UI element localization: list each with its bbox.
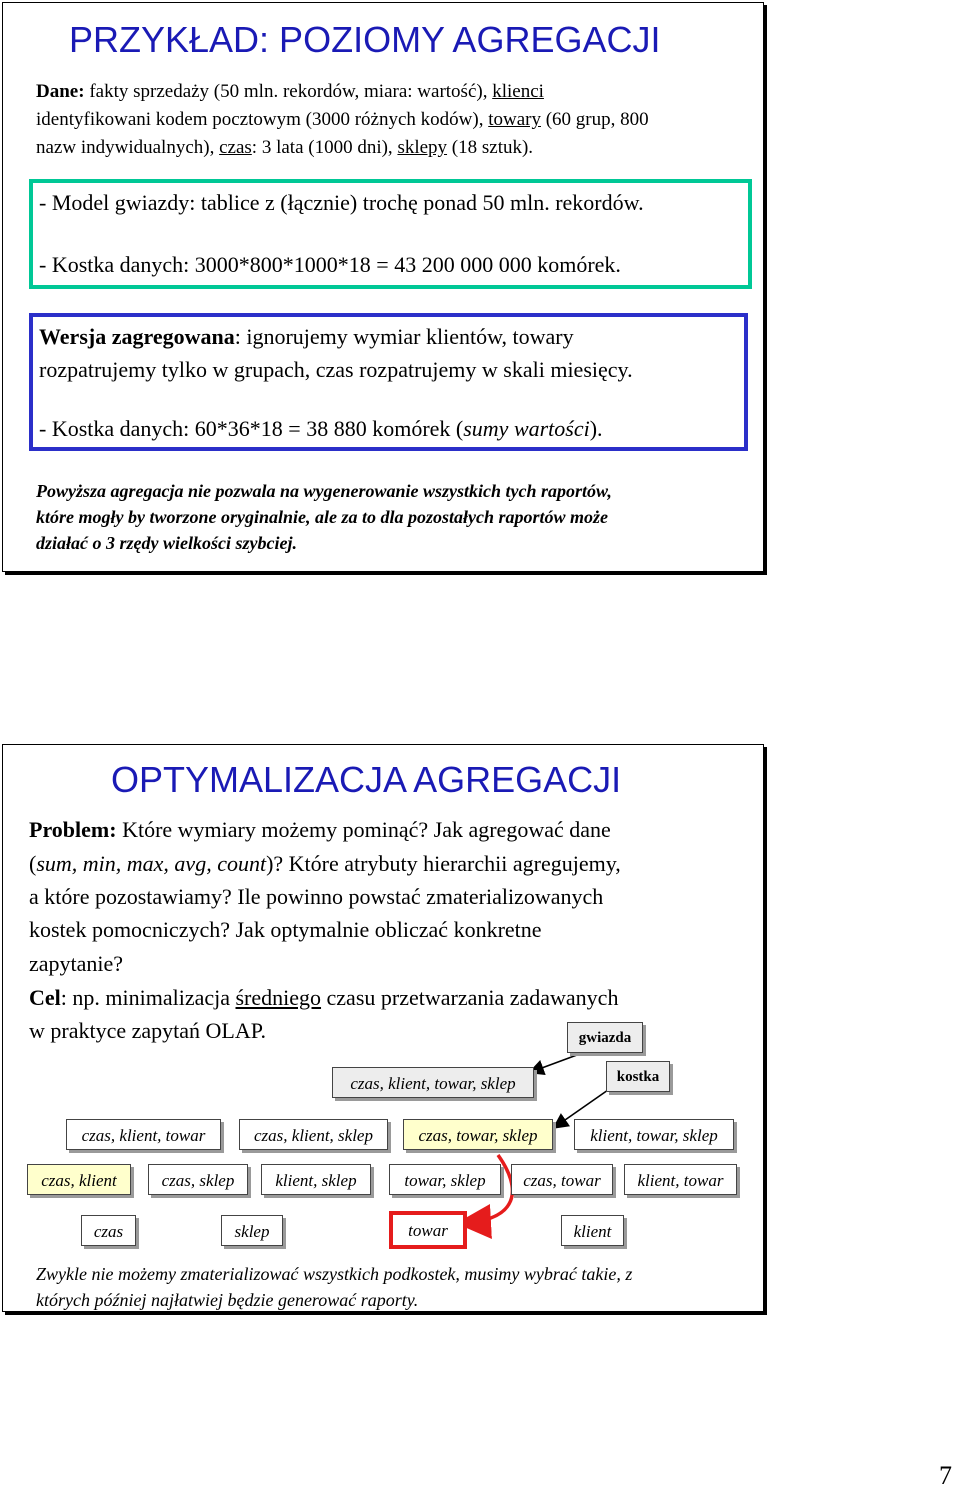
wersja-text: : ignorujemy wymiar klientów, towary <box>234 324 574 349</box>
slide-title: PRZYKŁAD: POZIOMY AGREGACJI <box>69 19 661 60</box>
lattice-klient-sklep: klient, sklep <box>261 1164 371 1195</box>
kostka2-text: ). <box>589 416 603 441</box>
lattice-klient-towar: klient, towar <box>624 1164 737 1195</box>
slide-poziomy-agregacji <box>2 2 764 572</box>
problem-text: )? Które atrybuty hierarchii agregujemy, <box>266 851 621 876</box>
wersja-line-1 <box>39 324 574 350</box>
lattice-czas-klient-towar: czas, klient, towar <box>66 1119 221 1150</box>
cel-text: czasu przetwarzania zadawanych <box>321 985 619 1010</box>
lattice-czas-klient-sklep: czas, klient, sklep <box>239 1119 388 1150</box>
lattice-czas: czas <box>81 1215 136 1246</box>
dane-line-3 <box>36 137 533 159</box>
dane-line-1 <box>36 81 544 103</box>
lattice-czas-sklep: czas, sklep <box>148 1164 248 1195</box>
kostka-aggregated-text <box>39 416 603 442</box>
problem-line-4: kostek pomocniczych? Jak optymalnie obliczać konkretne <box>29 917 542 942</box>
slide-optymalizacja-agregacji <box>2 744 764 1312</box>
dane-text: (18 sztuk). <box>447 137 534 158</box>
sklepy-link: sklepy <box>397 137 448 158</box>
lattice-czas-towar-sklep: czas, towar, sklep <box>403 1119 553 1150</box>
kostka-node: kostka <box>606 1061 670 1092</box>
page-number: 7 <box>939 1461 952 1490</box>
problem-line-3: a które pozostawiamy? Ile powinno powstać zmaterializowanych <box>29 884 604 909</box>
note-line-2: które mogły by tworzone oryginalnie, ale za to dla pozostałych raportów może <box>36 507 609 527</box>
lattice-klient-towar-sklep: klient, towar, sklep <box>574 1119 734 1150</box>
problem-label: Problem: <box>29 817 117 842</box>
kostka2-text: - Kostka danych: 60*36*18 = 38 880 komórek ( <box>39 416 464 441</box>
model-gwiazdy-text: - Model gwiazdy: tablice z (łącznie) trochę ponad 50 mln. rekordów. <box>39 190 644 215</box>
kostka-full-text: - Kostka danych: 3000*800*1000*18 = 43 200 000 000 komórek. <box>39 252 621 277</box>
dane-text: identyfikowani kodem pocztowym (3000 różnych kodów), <box>36 109 489 130</box>
towary-link: towary <box>488 109 541 130</box>
lattice-klient: klient <box>561 1215 624 1246</box>
cel-text: : np. minimalizacja <box>60 985 236 1010</box>
dane-text: : 3 lata (1000 dni), <box>251 137 398 158</box>
klienci-link: klienci <box>492 81 544 102</box>
cel-label: Cel <box>29 985 61 1010</box>
problem-line-5: zapytanie? <box>29 951 124 976</box>
footer-line-2: których później najłatwiej będzie generować raporty. <box>36 1290 419 1310</box>
note-line-3: działać o 3 rzędy wielkości szybciej. <box>36 533 297 553</box>
sredniego-underline: średniego <box>235 985 322 1010</box>
slide-title: OPTYMALIZACJA AGREGACJI <box>111 759 622 800</box>
dane-label: Dane: <box>36 81 85 102</box>
lattice-czas-towar: czas, towar <box>511 1164 613 1195</box>
note-line-1: Powyższa agregacja nie pozwala na wygenerowanie wszystkich tych raportów, <box>36 481 612 501</box>
czas-link: czas <box>219 137 252 158</box>
gwiazda-node: gwiazda <box>567 1022 643 1053</box>
lattice-towar-sklep: towar, sklep <box>389 1164 501 1195</box>
wersja-label: Wersja zagregowana <box>39 324 235 349</box>
sumy-wartosci: sumy wartości <box>463 416 590 441</box>
dane-text: (60 grup, 800 <box>540 109 649 130</box>
footer-line-1: Zwykle nie możemy zmaterializować wszystkich podkostek, musimy wybrać takie, z <box>36 1264 633 1284</box>
lattice-sklep: sklep <box>221 1215 283 1246</box>
lattice-towar: towar <box>389 1211 467 1249</box>
dane-text: nazw indywidualnych), <box>36 137 220 158</box>
cel-line-2: w praktyce zapytań OLAP. <box>29 1018 267 1043</box>
wersja-line-2: rozpatrujemy tylko w grupach, czas rozpatrujemy w skali miesięcy. <box>39 357 633 382</box>
dane-line-2 <box>36 109 649 131</box>
lattice-czas-klient: czas, klient <box>27 1164 131 1195</box>
dane-text: fakty sprzedaży (50 mln. rekordów, miara: wartość), <box>84 81 493 102</box>
aggregate-functions: sum, min, max, avg, count <box>36 851 267 876</box>
lattice-top: czas, klient, towar, sklep <box>332 1067 534 1098</box>
gwiazda-arrow <box>531 1052 585 1072</box>
problem-text: ( <box>29 851 37 876</box>
problem-text: Które wymiary możemy pominąć? Jak agregować dane <box>116 817 611 842</box>
